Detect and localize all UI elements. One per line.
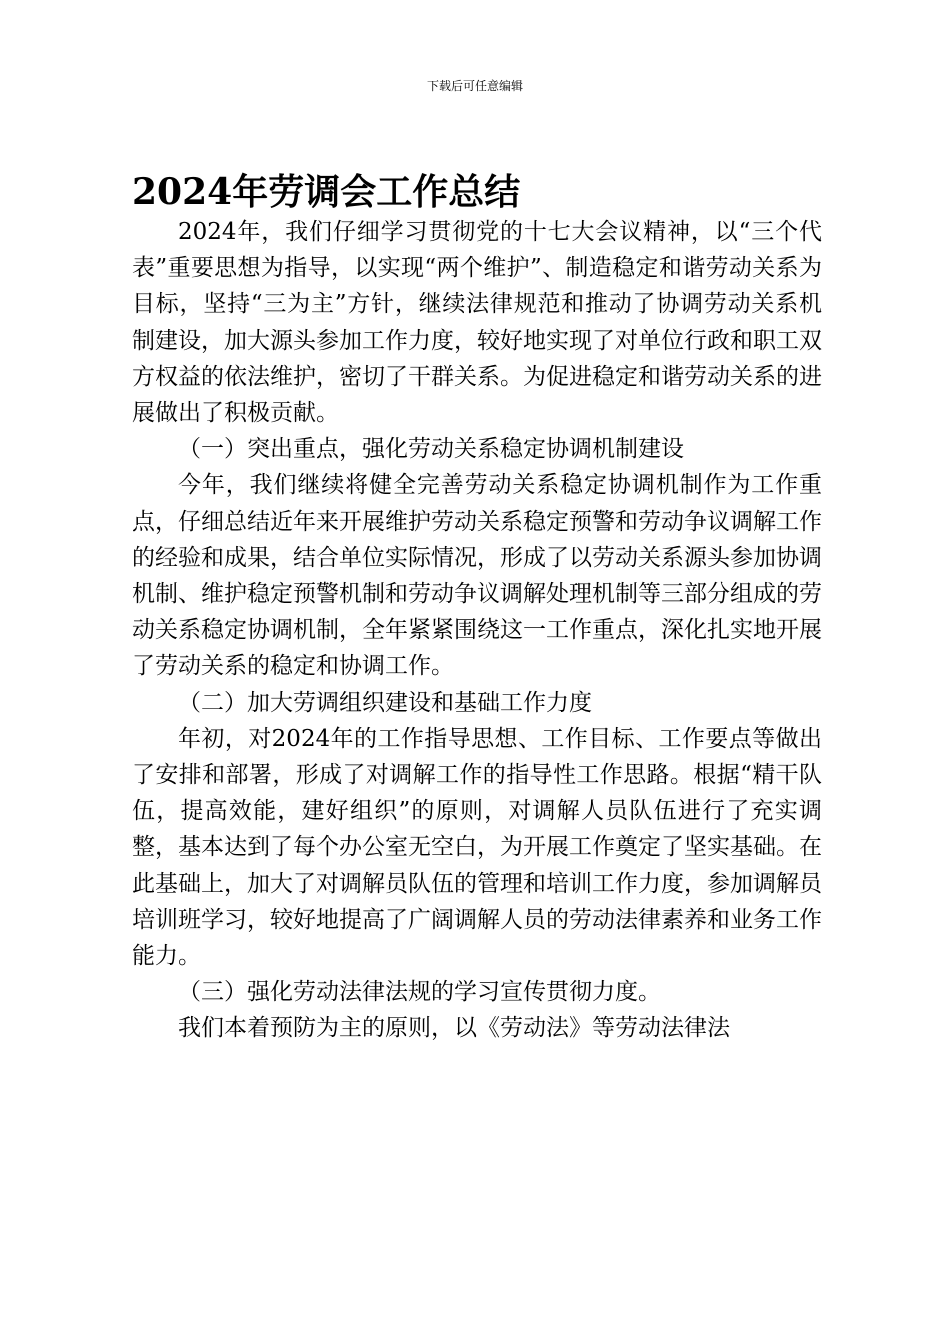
section-heading-2: （二）加大劳调组织建设和基础工作力度 [178,689,592,716]
paragraph-section-3: 我们本着预防为主的原则，以《劳动法》等劳动法律法 [178,1015,730,1042]
paragraph-section-1: 今年，我们继续将健全完善劳动关系稳定协调机制作为工作重点，仔细总结近年来开展维护劳动关系稳定预警和劳动争议调解工作的经验和成果，结合单位实际情况，形成了以劳动关系源头参加协调机制、维护稳定预警机制和劳动争议调解处理机制等三部分组成的劳动关系稳定协调机制，全年紧紧围绕这一工作重点，深化扎实地开展了劳动关系的稳定和协调工作。 [132,472,822,680]
header-note: 下载后可任意编辑 [426,79,523,93]
paragraph-section-2: 年初，对2024年的工作指导思想、工作目标、工作要点等做出了安排和部署，形成了对调解工作的指导性工作思路。根据“精干队伍，提高效能，建好组织”的原则，对调解人员队伍进行了充实调整，基本达到了每个办公室无空白，为开展工作奠定了坚实基础。在此基础上，加大了对调解员队伍的管理和培训工作力度，参加调解员培训班学习，较好地提高了广阔调解人员的劳动法律素养和业务工作能力。 [132,725,822,970]
document-title: 2024年劳调会工作总结 [132,171,521,213]
paragraph-intro: 2024年，我们仔细学习贯彻党的十七大会议精神，以“三个代表”重要思想为指导，以实现“两个维护”、制造稳定和谐劳动关系为目标，坚持“三为主”方针，继续法律规范和推动了协调劳动关系机制建设，加大源头参加工作力度，较好地实现了对单位行政和职工双方权益的依法维护，密切了干群关系。为促进稳定和谐劳动关系的进展做出了积极贡献。 [132,219,822,427]
section-heading-3: （三）强化劳动法律法规的学习宣传贯彻力度。 [178,979,661,1006]
document-body [132,170,822,1047]
section-heading-1: （一）突出重点，强化劳动关系稳定协调机制建设 [178,436,684,463]
